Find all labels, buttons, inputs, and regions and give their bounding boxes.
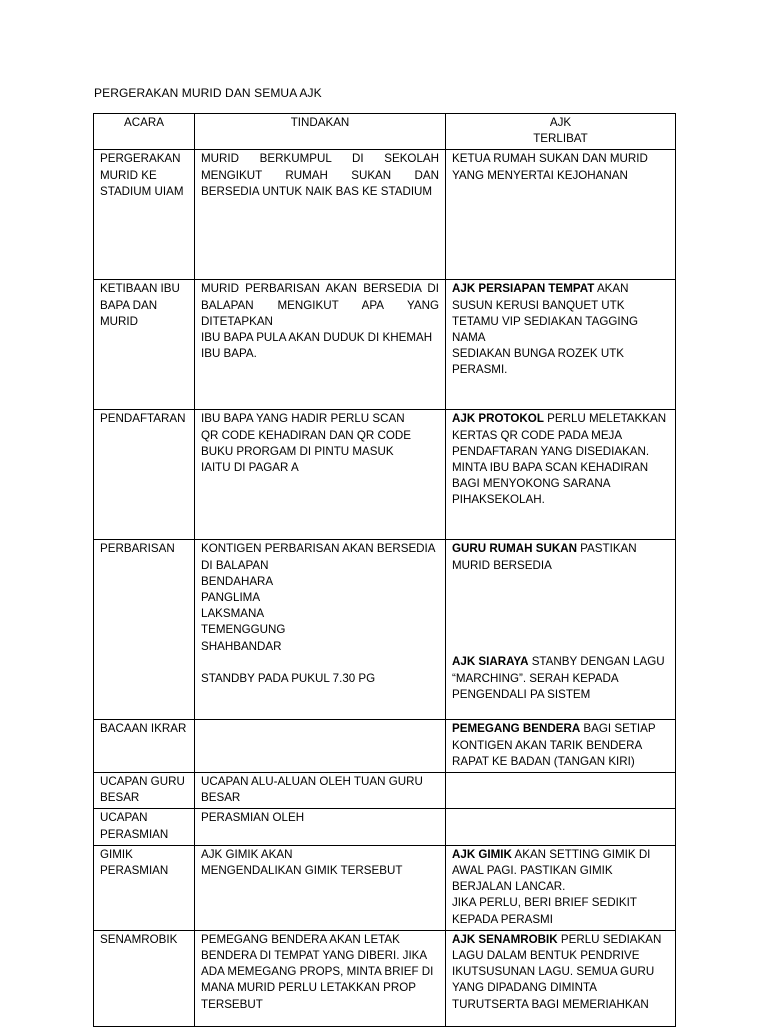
table-row [94,540,676,720]
cell-acara: PENDAFTARAN [94,410,195,540]
cell-tindakan [195,720,446,773]
page-title: PERGERAKAN MURID DAN SEMUA AJK [94,86,322,100]
table-header-row [94,114,676,150]
cell-tindakan: MURID BERKUMPUL DI SEKOLAH MENGIKUT RUMAH SUKAN DAN BERSEDIA UNTUK NAIK BAS KE STADIUM [195,150,446,280]
cell-ajk [446,809,676,845]
cell-ajk [446,540,676,720]
ajk-duty: AKAN SUSUN KERUSI BANQUET UTK TETAMU VIP SEDIAKAN TAGGING NAMA [452,282,638,345]
cell-tindakan [195,845,446,930]
cell-tindakan-line: IAITU DI PAGAR A [201,461,299,475]
cell-tindakan-line: QR CODE KEHADIRAN DAN QR CODE [201,428,412,442]
cell-ajk [446,410,676,540]
cell-ajk [446,280,676,410]
cell-tindakan: PEMEGANG BENDERA AKAN LETAK BENDERA DI TEMPAT YANG DIBERI. JIKA ADA MEMEGANG PROPS, MINTA BRIEF DI MANA MURID PERLU LETAKKAN PROP TERSEBUT [195,930,446,1026]
ajk-name: PEMEGANG BENDERA [452,722,581,736]
cell-acara: GIMIK PERASMIAN [94,845,195,930]
cell-tindakan-line: PANGLIMA [201,591,261,605]
ajk-duty-2: STANBY DENGAN LAGU “MARCHING”. SERAH KEPADA PENGENDALI PA SISTEM [452,655,665,701]
cell-tindakan: PERASMIAN OLEH [195,809,446,845]
cell-tindakan-line: KONTIGEN PERBARISAN AKAN BERSEDIA DI BALAPAN [201,542,435,572]
cell-acara: UCAPAN GURU BESAR [94,773,195,809]
table-row [94,150,676,280]
cell-tindakan-line: AJK GIMIK AKAN [201,847,293,861]
cell-ajk [446,720,676,773]
cell-tindakan: UCAPAN ALU-ALUAN OLEH TUAN GURU BESAR [195,773,446,809]
ajk-name: AJK PERSIAPAN TEMPAT [452,282,595,296]
header-ajk-line1: AJK [549,116,572,129]
cell-tindakan-line: BENDAHARA [201,574,274,588]
header-ajk-line2: TERLIBAT [533,132,588,146]
ajk-duty: PERLU SEDIAKAN LAGU DALAM BENTUK PENDRIVE IKUTSUSUNAN LAGU. SEMUA GURU YANG DIPADANG DIMINTA TURUTSERTA BAGI MEMERIAHKAN [452,932,662,1011]
cell-ajk [446,773,676,809]
schedule-table [93,113,676,1027]
table-row [94,280,676,410]
header-tindakan: TINDAKAN [195,114,446,150]
header-acara: ACARA [94,114,195,150]
ajk-duty: PERLU MELETAKKAN KERTAS QR CODE PADA MEJA PENDAFTARAN YANG DISEDIAKAN. MINTA IBU BAPA SCAN KEHADIRAN BAGI MENYOKONG SARANA PIHAKSEKOLAH. [452,412,667,507]
ajk-duty: BAGI SETIAP KONTIGEN AKAN TARIK BENDERA RAPAT KE BADAN (TANGAN KIRI) [452,722,656,768]
ajk-duty: AKAN SETTING GIMIK DI AWAL PAGI. PASTIKAN GIMIK BERJALAN LANCAR. [452,847,651,894]
cell-ajk-text-2: JIKA PERLU, BERI BRIEF SEDIKIT KEPADA PERASMI [452,896,637,926]
cell-acara: PERGERAKAN MURID KE STADIUM UIAM [94,150,195,280]
cell-tindakan-line: SHAHBANDAR [201,639,282,653]
cell-acara: PERBARISAN [94,540,195,720]
cell-acara: UCAPAN PERASMIAN [94,809,195,845]
cell-tindakan-text: MURID PERBARISAN AKAN BERSEDIA DI BALAPAN MENGIKUT APA YANG DITETAPKAN [201,282,439,328]
ajk-name-2: AJK SIARAYA [452,655,529,669]
ajk-name: GURU RUMAH SUKAN [452,542,577,556]
ajk-name: AJK GIMIK [452,847,512,861]
cell-tindakan-line: MENGENDALIKAN GIMIK TERSEBUT [201,864,403,878]
ajk-name: AJK SENAMROBIK [452,932,558,946]
cell-ajk [446,930,676,1026]
table-row [94,809,676,845]
ajk-duty: PASTIKAN MURID BERSEDIA [452,542,637,572]
cell-ajk [446,845,676,930]
cell-tindakan-line: TEMENGGUNG [201,623,286,637]
cell-tindakan-line: LAKSMANA [201,607,265,621]
cell-tindakan [195,280,446,410]
cell-ajk-text-2: SEDIAKAN BUNGA ROZEK UTK PERASMI. [452,347,625,377]
cell-ajk-text [452,848,650,893]
table-row [94,930,676,1026]
cell-acara: BACAAN IKRAR [94,720,195,773]
cell-tindakan [195,540,446,720]
cell-acara: SENAMROBIK [94,930,195,1026]
cell-ajk: KETUA RUMAH SUKAN DAN MURID YANG MENYERTAI KEJOHANAN [446,150,676,280]
cell-tindakan-text-2: IBU BAPA PULA AKAN DUDUK DI KHEMAH IBU BAPA. [201,331,433,361]
cell-tindakan-line: IBU BAPA YANG HADIR PERLU SCAN [201,412,405,426]
spacer [201,655,439,671]
cell-tindakan [195,410,446,540]
cell-tindakan-standby: STANDBY PADA PUKUL 7.30 PG [201,671,376,685]
table-row [94,845,676,930]
table-row [94,773,676,809]
cell-tindakan-line: BUKU PRORGAM DI PINTU MASUK [201,444,394,458]
table-row [94,410,676,540]
cell-ajk-text-2 [452,654,669,703]
header-ajk [446,114,676,150]
table-row [94,720,676,773]
ajk-name: AJK PROTOKOL [452,412,544,426]
cell-acara: KETIBAAN IBU BAPA DAN MURID [94,280,195,410]
cell-ajk-text [452,282,638,344]
